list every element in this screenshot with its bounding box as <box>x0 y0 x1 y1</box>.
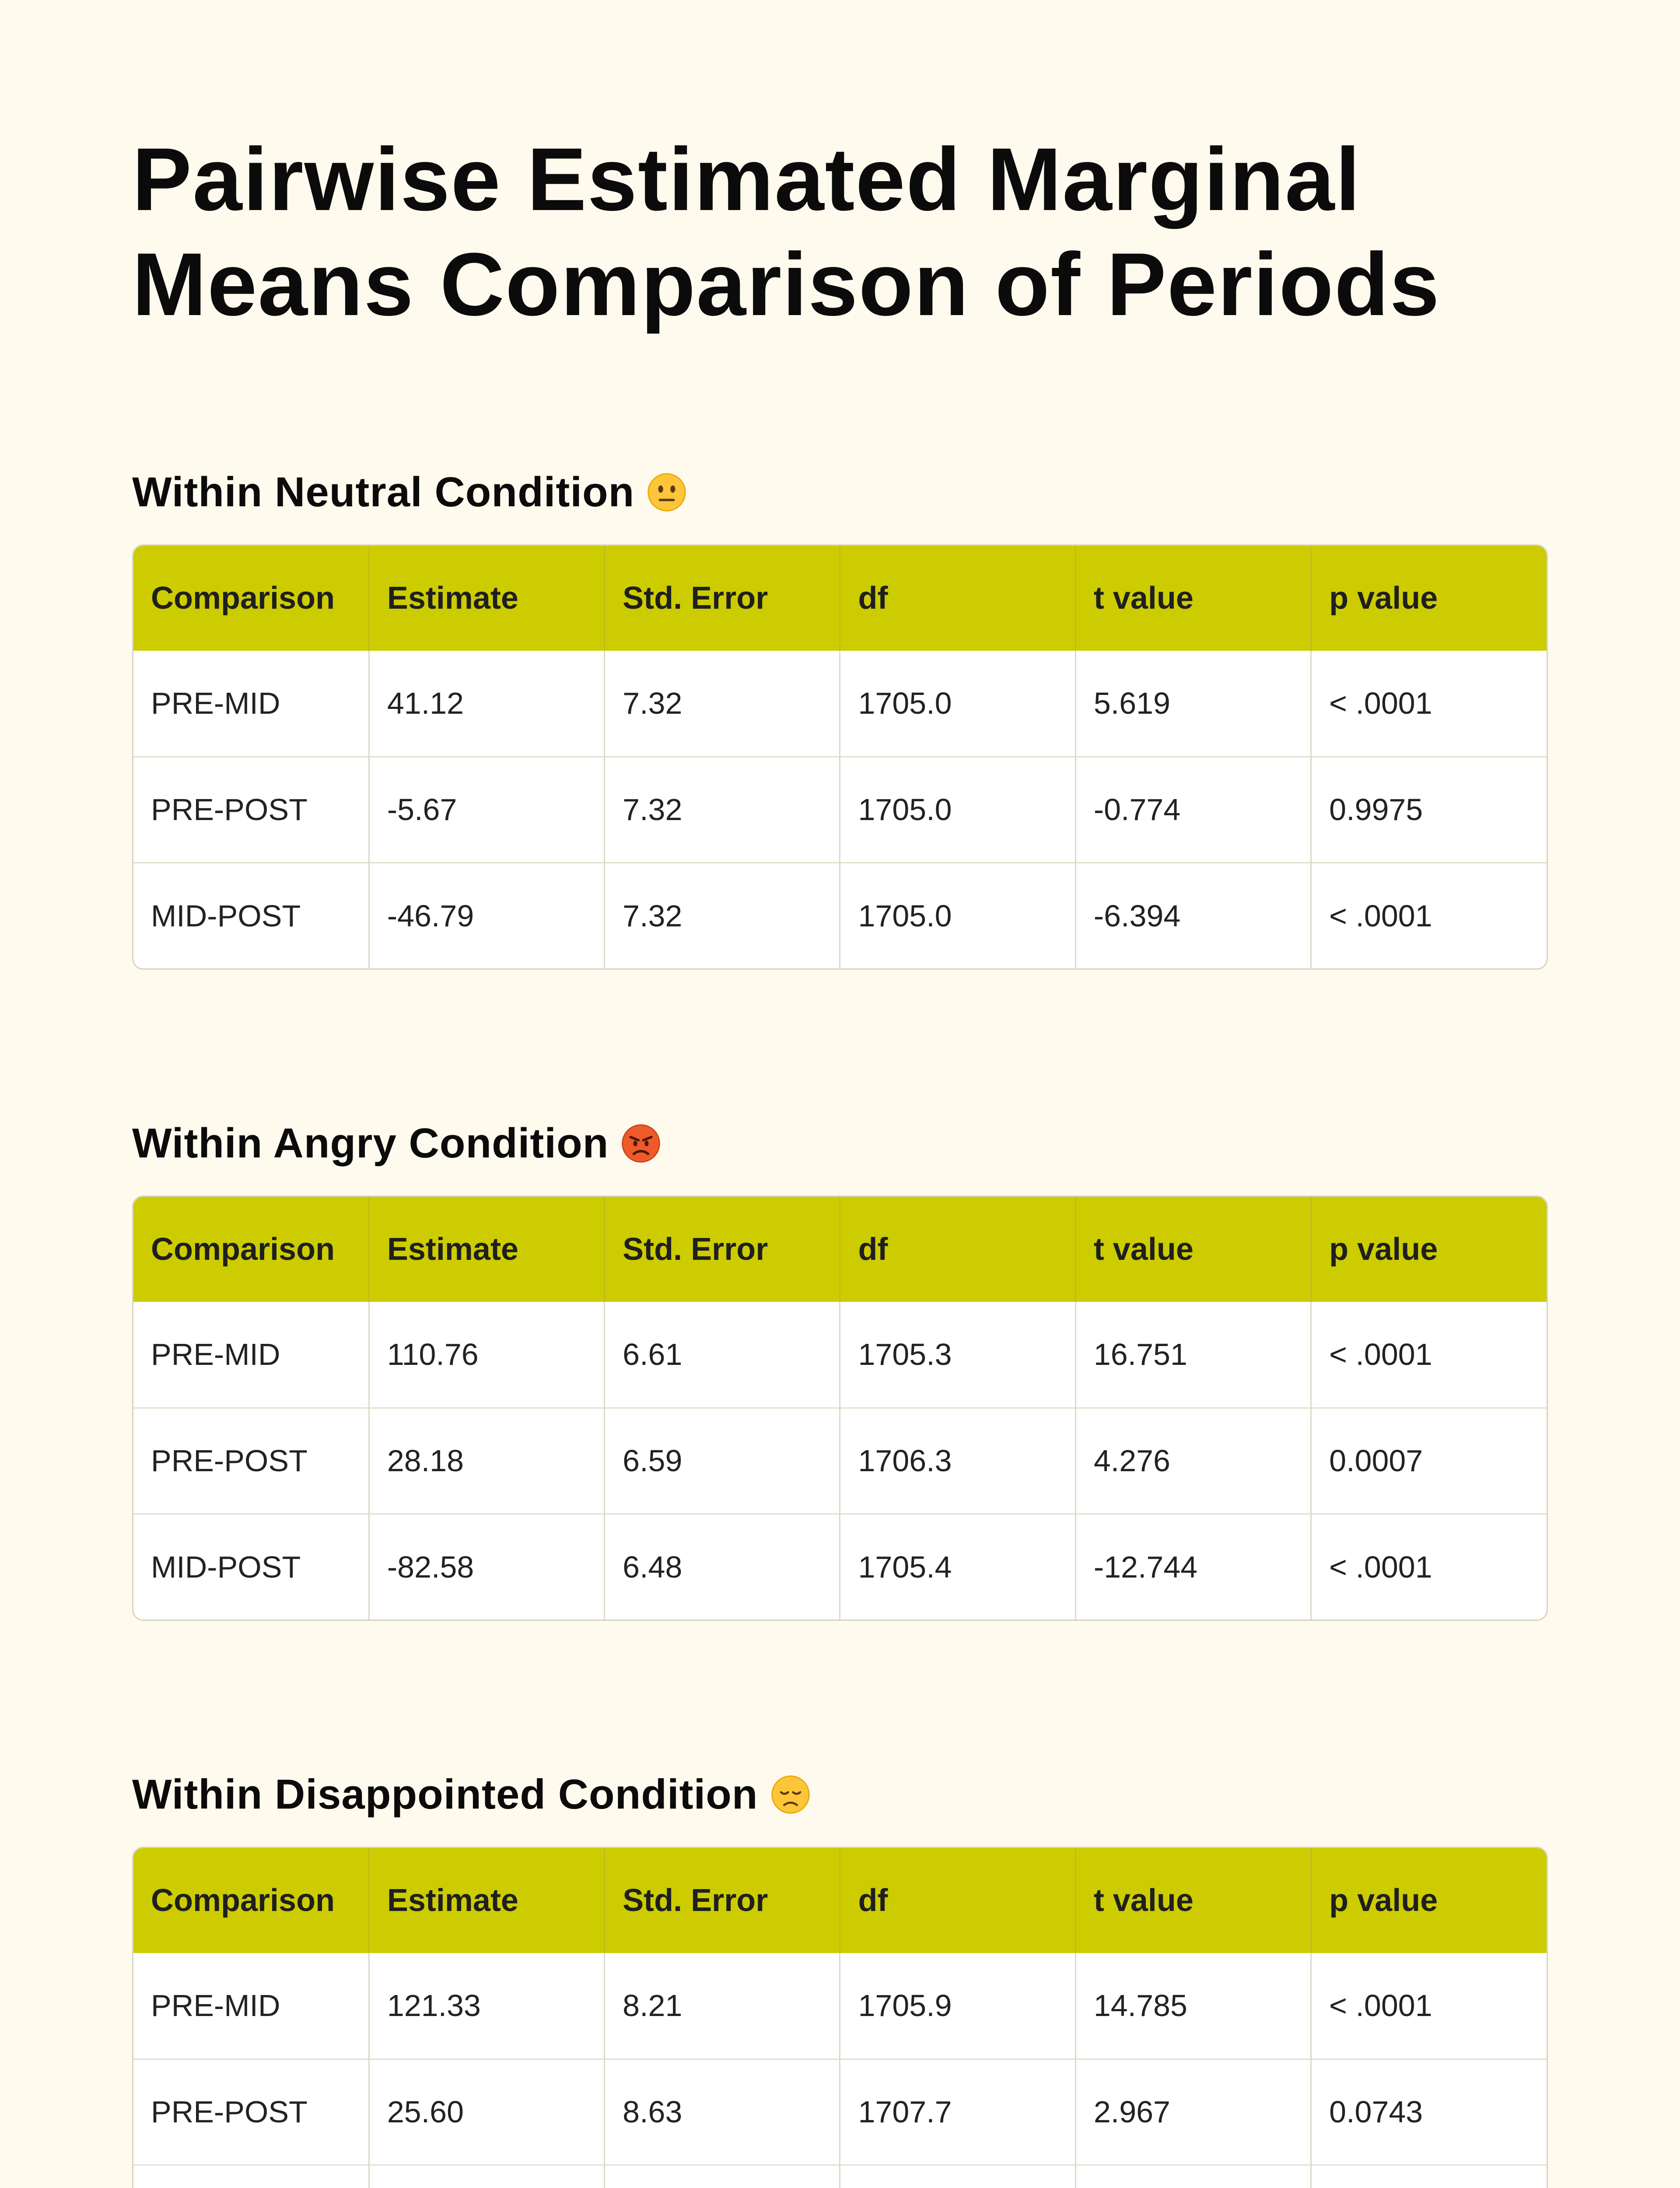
cell-t-value: 14.785 <box>1075 1953 1311 2059</box>
section-heading <box>132 459 1548 525</box>
comparison-table <box>132 1847 1548 2188</box>
column-header-t-value: t value <box>1075 1197 1311 1302</box>
table-row <box>133 1408 1547 1514</box>
column-header-df: df <box>840 1848 1075 1953</box>
cell-t-value: -0.774 <box>1075 757 1311 863</box>
table-row <box>133 651 1547 757</box>
comparison-table <box>132 544 1548 970</box>
cell-comparison: PRE-POST <box>133 2059 369 2165</box>
cell-std-error: 7.32 <box>605 757 840 863</box>
cell-t-value: 5.619 <box>1075 651 1311 757</box>
cell-std-error <box>605 2165 840 2188</box>
cell-df: 1705.4 <box>840 1514 1075 1620</box>
section-heading <box>132 1762 1548 1827</box>
cell-estimate: -82.58 <box>369 1514 604 1620</box>
cell-comparison: PRE-MID <box>133 1302 369 1408</box>
cell-df: 1705.0 <box>840 863 1075 968</box>
section-neutral <box>132 459 1548 970</box>
table-header-row <box>133 546 1547 651</box>
column-header-p-value: p value <box>1311 546 1547 651</box>
column-header-t-value: t value <box>1075 546 1311 651</box>
column-header-estimate: Estimate <box>369 1848 604 1953</box>
column-header-df: df <box>840 1197 1075 1302</box>
cell-estimate: 28.18 <box>369 1408 604 1514</box>
cell-p-value: 0.0743 <box>1311 2059 1547 2165</box>
comparison-table <box>132 1196 1548 1621</box>
cell-df: 1705.0 <box>840 651 1075 757</box>
cell-df: 1706.3 <box>840 1408 1075 1514</box>
cell-std-error: 8.21 <box>605 1953 840 2059</box>
neutral-face-icon <box>647 472 687 512</box>
section-heading-text: Within Neutral Condition <box>132 469 635 515</box>
cell-t-value: 4.276 <box>1075 1408 1311 1514</box>
column-header-p-value: p value <box>1311 1848 1547 1953</box>
section-angry <box>132 1111 1548 1621</box>
cell-estimate: 41.12 <box>369 651 604 757</box>
column-header-p-value: p value <box>1311 1197 1547 1302</box>
angry-face-icon <box>621 1123 661 1164</box>
cell-comparison: PRE-MID <box>133 651 369 757</box>
cell-comparison: MID-POST <box>133 1514 369 1620</box>
column-header-std-error: Std. Error <box>605 1848 840 1953</box>
column-header-comparison: Comparison <box>133 546 369 651</box>
column-header-std-error: Std. Error <box>605 546 840 651</box>
cell-p-value: < .0001 <box>1311 1514 1547 1620</box>
cell-df <box>840 2165 1075 2188</box>
table-row <box>133 1953 1547 2059</box>
cell-t-value: 2.967 <box>1075 2059 1311 2165</box>
cell-t-value: 16.751 <box>1075 1302 1311 1408</box>
cell-comparison: PRE-POST <box>133 1408 369 1514</box>
cell-t-value: -6.394 <box>1075 863 1311 968</box>
cell-comparison: MID-POST <box>133 863 369 968</box>
section-disappointed <box>132 1762 1548 2188</box>
section-heading <box>132 1111 1548 1176</box>
cell-std-error: 6.59 <box>605 1408 840 1514</box>
cell-estimate: -5.67 <box>369 757 604 863</box>
table-header-row <box>133 1848 1547 1953</box>
table-row <box>133 1514 1547 1620</box>
cell-std-error: 8.63 <box>605 2059 840 2165</box>
cell-comparison <box>133 2165 369 2188</box>
cell-estimate: -46.79 <box>369 863 604 968</box>
disappointed-face-icon <box>770 1774 811 1815</box>
cell-p-value <box>1311 2165 1547 2188</box>
table-row <box>133 2165 1547 2188</box>
column-header-df: df <box>840 546 1075 651</box>
column-header-estimate: Estimate <box>369 546 604 651</box>
cell-df: 1705.3 <box>840 1302 1075 1408</box>
cell-df: 1705.9 <box>840 1953 1075 2059</box>
page-title: Pairwise Estimated Marginal Means Comparison of Periods <box>132 130 1440 334</box>
column-header-std-error: Std. Error <box>605 1197 840 1302</box>
table-row <box>133 757 1547 863</box>
cell-p-value: < .0001 <box>1329 686 1432 721</box>
cell-estimate: 121.33 <box>369 1953 604 2059</box>
cell-t-value <box>1075 2165 1311 2188</box>
cell-p-value: < .0001 <box>1311 863 1547 968</box>
table-header-row <box>133 1197 1547 1302</box>
cell-std-error: 7.32 <box>605 651 840 757</box>
cell-estimate: 110.76 <box>369 1302 604 1408</box>
column-header-comparison: Comparison <box>133 1197 369 1302</box>
column-header-comparison: Comparison <box>133 1848 369 1953</box>
cell-df: 1707.7 <box>840 2059 1075 2165</box>
cell-df: 1705.0 <box>840 757 1075 863</box>
cell-p-value: 0.9975 <box>1311 757 1547 863</box>
cell-comparison: PRE-MID <box>133 1953 369 2059</box>
section-heading-text: Within Angry Condition <box>132 1120 609 1167</box>
cell-t-value: -12.744 <box>1075 1514 1311 1620</box>
cell-comparison: PRE-POST <box>133 757 369 863</box>
cell-p-value: 0.0007 <box>1311 1408 1547 1514</box>
cell-std-error: 6.48 <box>605 1514 840 1620</box>
column-header-estimate: Estimate <box>369 1197 604 1302</box>
column-header-t-value: t value <box>1075 1848 1311 1953</box>
cell-estimate: 25.60 <box>369 2059 604 2165</box>
section-heading-text: Within Disappointed Condition <box>132 1771 758 1818</box>
cell-std-error: 6.61 <box>605 1302 840 1408</box>
table-row <box>133 1302 1547 1408</box>
cell-p-value: < .0001 <box>1329 1337 1432 1372</box>
table-row <box>133 863 1547 968</box>
table-row <box>133 2059 1547 2165</box>
cell-std-error: 7.32 <box>605 863 840 968</box>
cell-p-value: < .0001 <box>1329 1988 1432 2023</box>
cell-estimate <box>369 2165 604 2188</box>
